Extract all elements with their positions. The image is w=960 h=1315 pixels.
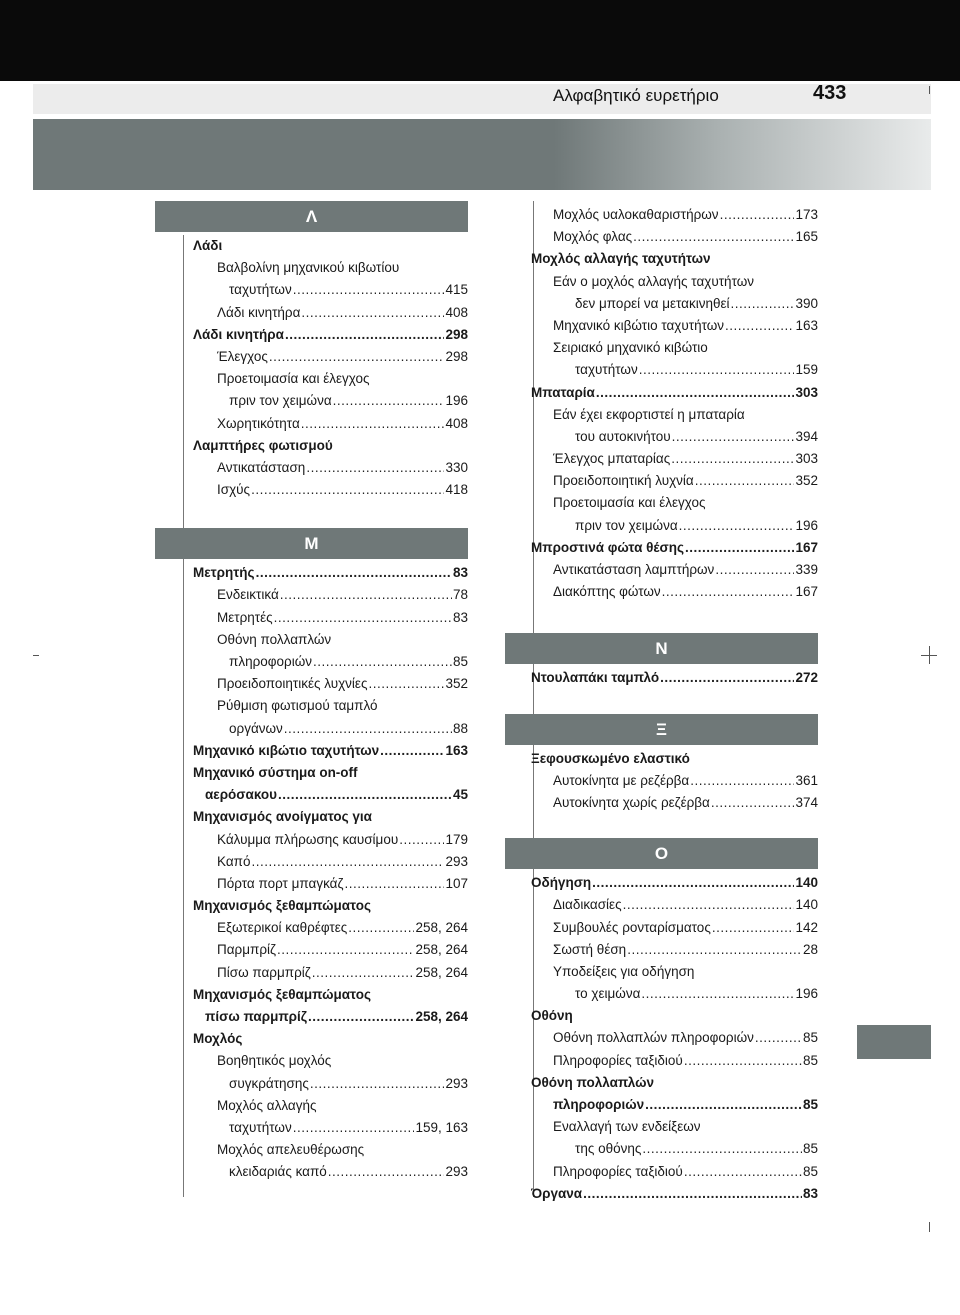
right-index-column [505, 201, 818, 1205]
entry-term: Μηχανισμός ξεθαμπώματος [193, 986, 371, 1002]
entry-term: Οθόνη πολλαπλών [531, 1074, 654, 1090]
entry-page-ref: 85 [802, 1030, 818, 1046]
index-sub-entry [193, 1073, 468, 1095]
dot-leader [679, 515, 795, 537]
index-entry-list [505, 664, 818, 689]
entry-term: Όργανα [531, 1185, 583, 1201]
dot-leader [671, 448, 794, 470]
entry-page-ref: 85 [802, 1052, 818, 1068]
index-main-entry [193, 984, 468, 1006]
dot-leader [278, 784, 452, 806]
entry-term: Εξωτερικοί καθρέφτες [217, 920, 348, 936]
index-sub-entry [193, 718, 468, 740]
index-main-entry [531, 748, 818, 770]
entry-term: πίσω παρμπρίζ [205, 1009, 308, 1024]
dot-leader [251, 479, 444, 501]
entry-page-ref: 258, 264 [415, 1009, 468, 1024]
index-sub-entry [531, 404, 818, 426]
entry-term: Υποδείξεις για οδήγηση [553, 963, 695, 979]
entry-term: Μηχανισμός ξεθαμπώματος [193, 898, 371, 914]
header-banner [33, 119, 931, 190]
entry-term: Εάν έχει εκφορτιστεί η μπαταρία [553, 406, 745, 422]
entry-term: της οθόνης [575, 1141, 642, 1157]
entry-page-ref: 258, 264 [415, 964, 468, 980]
dot-leader [344, 873, 444, 895]
entry-page-ref: 418 [445, 482, 468, 498]
entry-term: Καπό [217, 853, 251, 869]
entry-page-ref: 303 [795, 384, 818, 400]
entry-term: οργάνων [229, 720, 283, 736]
entry-term: Μπροστινά φώτα θέσης [531, 539, 685, 555]
entry-term: Πίσω παρμπρίζ [217, 964, 311, 980]
index-main-entry [193, 784, 468, 806]
dot-leader [293, 1117, 415, 1139]
section-letter-header: Ν [505, 633, 818, 664]
entry-term: Μοχλός υαλοκαθαριστήρων [553, 207, 719, 222]
dot-leader [690, 770, 794, 792]
index-sub-entry [193, 695, 468, 717]
entry-page-ref: 28 [802, 941, 818, 957]
crop-mark [929, 1222, 930, 1232]
index-sub-entry [531, 271, 818, 293]
entry-page-ref: 45 [452, 787, 468, 803]
index-sub-entry [531, 792, 818, 814]
index-main-entry [193, 1028, 468, 1050]
entry-page-ref: 85 [802, 1163, 818, 1179]
dot-leader [641, 983, 794, 1005]
entry-page-ref: 173 [795, 207, 818, 222]
index-sub-entry [193, 390, 468, 412]
index-main-entry [193, 235, 468, 257]
dot-leader [639, 359, 795, 381]
entry-page-ref: 88 [452, 720, 468, 736]
entry-term: Ισχύς [217, 482, 251, 498]
entry-term: Βοηθητικός μοχλός [217, 1053, 332, 1069]
entry-term: Έλεγχος μπαταρίας [553, 451, 671, 467]
entry-page-ref: 107 [445, 875, 468, 891]
entry-page-ref: 258, 264 [415, 920, 468, 936]
entry-term: Λάδι κινητήρα [193, 326, 284, 342]
index-main-entry [193, 806, 468, 828]
entry-term: Αυτοκίνητα με ρεζέρβα [553, 772, 690, 788]
index-sub-entry [531, 1138, 818, 1160]
entry-term: Διαδικασίες [553, 897, 622, 913]
dot-leader [592, 872, 794, 894]
entry-term: Λάδι [193, 238, 223, 253]
entry-page-ref: 83 [452, 565, 468, 581]
index-main-entry [193, 895, 468, 917]
index-main-entry [193, 435, 468, 457]
entry-term: Προειδοποιητική λυχνία [553, 473, 694, 489]
entry-page-ref: 394 [795, 428, 818, 444]
entry-page-ref: 330 [445, 459, 468, 475]
entry-term: Οδήγηση [531, 875, 592, 891]
section-spacer [505, 603, 818, 633]
entry-page-ref: 293 [445, 1164, 468, 1180]
entry-page-ref: 258, 264 [415, 942, 468, 958]
dot-leader [277, 939, 414, 961]
index-main-entry [193, 762, 468, 784]
index-sub-entry [531, 204, 818, 226]
entry-term: Οθόνη πολλαπλών [217, 631, 332, 647]
entry-page-ref: 272 [795, 670, 818, 686]
dot-leader [328, 1161, 445, 1183]
index-sub-entry [193, 939, 468, 961]
section-letter-header: Ξ [505, 714, 818, 745]
index-sub-entry [193, 607, 468, 629]
dot-leader [633, 226, 794, 248]
index-sub-entry [193, 584, 468, 606]
index-sub-entry [531, 1116, 818, 1138]
entry-page-ref: 298 [445, 326, 468, 342]
index-sub-entry [193, 629, 468, 651]
section-spacer [505, 814, 818, 838]
entry-term: Προειδοποιητικές λυχνίες [217, 676, 368, 692]
dot-leader [274, 607, 452, 629]
entry-term: Χωρητικότητα [217, 415, 300, 431]
entry-term: του αυτοκινήτου [575, 428, 671, 444]
section-spacer [505, 690, 818, 714]
index-sub-entry [531, 961, 818, 983]
entry-page-ref: 167 [795, 584, 818, 600]
dot-leader [280, 584, 452, 606]
entry-term: Μοχλός φλας [553, 229, 633, 245]
thumb-tab-marker [857, 1025, 931, 1059]
crop-mark [33, 655, 39, 656]
index-sub-entry [193, 1117, 468, 1139]
dot-leader [312, 962, 415, 984]
entry-term: Σωστή θέση [553, 941, 627, 957]
dot-leader [313, 651, 452, 673]
index-sub-entry [531, 426, 818, 448]
entry-term: Ενδεικτικά [217, 587, 279, 603]
entry-term: Πληροφορίες ταξιδιού [553, 1163, 683, 1179]
dot-leader [368, 673, 444, 695]
dot-leader [301, 302, 444, 324]
index-sub-entry [193, 873, 468, 895]
entry-term: Έλεγχος [217, 348, 268, 364]
crop-mark [929, 86, 930, 94]
entry-term: Μοχλός [193, 1031, 243, 1047]
entry-term: Μοχλός αλλαγής [217, 1097, 317, 1113]
index-sub-entry [531, 293, 818, 315]
entry-page-ref: 85 [452, 654, 468, 669]
entry-term: Μηχανικό κιβώτιο ταχυτήτων [553, 317, 725, 333]
dot-leader [725, 315, 794, 337]
dot-leader [627, 939, 802, 961]
entry-term: Μοχλός αλλαγής ταχυτήτων [531, 251, 711, 267]
index-sub-entry [193, 1050, 468, 1072]
index-sub-entry [193, 479, 468, 501]
entry-term: Λάδι κινητήρα [217, 304, 301, 320]
index-main-entry [531, 248, 818, 270]
index-sub-entry [531, 315, 818, 337]
entry-term: Μηχανικό σύστημα on-off [193, 764, 358, 780]
index-entry-list [155, 232, 468, 501]
index-sub-entry [193, 302, 468, 324]
entry-term: Προετοιμασία και έλεγχος [217, 371, 370, 387]
entry-term: Εάν ο μοχλός αλλαγής ταχυτήτων [553, 273, 754, 289]
entry-page-ref: 361 [795, 772, 818, 788]
dot-leader [285, 324, 445, 346]
dot-leader [583, 1183, 802, 1205]
index-sub-entry [531, 1161, 818, 1183]
dot-leader [685, 537, 794, 559]
entry-page-ref: 390 [795, 295, 818, 311]
index-sub-entry [531, 470, 818, 492]
entry-page-ref: 163 [445, 742, 468, 758]
entry-term: κλειδαριάς καπό [229, 1164, 327, 1180]
entry-term: Αυτοκίνητα χωρίς ρεζέρβα [553, 794, 710, 810]
index-sub-entry [193, 368, 468, 390]
entry-term: αερόσακου [205, 787, 278, 803]
dot-leader [672, 426, 795, 448]
index-sub-entry [531, 1027, 818, 1049]
index-sub-entry [193, 257, 468, 279]
dot-leader [308, 1006, 414, 1028]
index-sub-entry [531, 983, 818, 1005]
dot-leader [348, 917, 414, 939]
index-sub-entry [531, 581, 818, 603]
index-sub-entry [531, 226, 818, 248]
index-sub-entry [531, 448, 818, 470]
dot-leader [310, 1073, 445, 1095]
entry-term: Οθόνη πολλαπλών πληροφοριών [553, 1030, 754, 1046]
dot-leader [293, 279, 445, 301]
section-letter-header: Λ [155, 201, 468, 232]
index-sub-entry [531, 559, 818, 581]
dot-leader [755, 1027, 802, 1049]
index-main-entry [531, 382, 818, 404]
index-main-entry [531, 1183, 818, 1205]
entry-term: δεν μπορεί να μετακινηθεί [575, 295, 730, 311]
entry-term: ταχυτήτων [575, 362, 638, 378]
entry-term: Ξεφουσκωμένο ελαστικό [531, 750, 690, 766]
index-main-entry [193, 562, 468, 584]
dot-leader [301, 413, 445, 435]
index-sub-entry [193, 1095, 468, 1117]
entry-page-ref: 352 [795, 473, 818, 489]
crop-mark [929, 646, 930, 664]
entry-page-ref: 303 [795, 451, 818, 467]
index-main-entry [193, 1006, 468, 1028]
entry-page-ref: 85 [802, 1141, 818, 1157]
index-sub-entry [193, 829, 468, 851]
entry-page-ref: 196 [445, 393, 468, 409]
index-sub-entry [193, 413, 468, 435]
index-sub-entry [193, 962, 468, 984]
dot-leader [715, 559, 794, 581]
dot-leader [684, 1050, 802, 1072]
entry-page-ref: 298 [445, 348, 468, 364]
dot-leader [269, 346, 445, 368]
entry-term: Αντικατάσταση [217, 459, 306, 475]
entry-page-ref: 163 [795, 317, 818, 333]
header-strip [33, 84, 931, 114]
dot-leader [642, 1138, 802, 1160]
index-main-entry [193, 740, 468, 762]
entry-term: πριν τον χειμώνα [575, 517, 678, 533]
entry-page-ref: 196 [795, 986, 818, 1002]
entry-term: συγκράτησης [229, 1075, 309, 1091]
index-sub-entry [531, 939, 818, 961]
entry-term: Μοχλός απελευθέρωσης [217, 1142, 365, 1158]
entry-page-ref: 165 [795, 229, 818, 245]
index-main-entry [531, 1072, 818, 1094]
entry-page-ref: 159, 163 [415, 1119, 468, 1135]
entry-term: Παρμπρίζ [217, 942, 276, 958]
index-sub-entry [531, 492, 818, 514]
entry-term: Μπαταρία [531, 384, 595, 400]
entry-term: Ντουλαπάκι ταμπλό [531, 670, 660, 686]
entry-page-ref: 85 [802, 1097, 818, 1112]
index-main-entry [531, 537, 818, 559]
index-sub-entry [531, 894, 818, 916]
entry-term: ταχυτήτων [229, 282, 292, 298]
entry-page-ref: 415 [445, 282, 468, 298]
dot-leader [645, 1094, 802, 1116]
top-black-bar [0, 0, 960, 81]
index-sub-entry [531, 515, 818, 537]
index-main-entry [193, 324, 468, 346]
index-entry-list [155, 559, 468, 1183]
dot-leader [284, 718, 452, 740]
dot-leader [306, 457, 444, 479]
entry-term: Προετοιμασία και έλεγχος [553, 495, 706, 511]
entry-page-ref: 339 [795, 562, 818, 577]
index-sub-entry [531, 917, 818, 939]
index-entry-list [505, 745, 818, 815]
entry-term: πριν τον χειμώνα [229, 393, 332, 409]
dot-leader [711, 792, 795, 814]
entry-page-ref: 83 [802, 1185, 818, 1201]
dot-leader [333, 390, 445, 412]
entry-page-ref: 408 [445, 415, 468, 431]
entry-page-ref: 159 [795, 362, 818, 378]
section-letter-header: Ο [505, 838, 818, 869]
index-sub-entry [193, 851, 468, 873]
dot-leader [660, 667, 794, 689]
entry-page-ref: 78 [452, 587, 468, 603]
entry-term: ταχυτήτων [229, 1119, 292, 1135]
index-sub-entry [193, 651, 468, 673]
entry-term: Πόρτα πορτ μπαγκάζ [217, 875, 344, 891]
entry-page-ref: 167 [795, 539, 818, 555]
page-number: 433 [813, 82, 847, 104]
entry-term: Ρύθμιση φωτισμού ταμπλό [217, 698, 378, 714]
section-spacer [155, 501, 468, 528]
index-sub-entry [531, 359, 818, 381]
index-entry-list [505, 869, 818, 1205]
dot-leader [695, 470, 795, 492]
dot-leader [623, 894, 795, 916]
index-sub-entry [193, 1139, 468, 1161]
entry-page-ref: 352 [445, 676, 468, 692]
dot-leader [256, 562, 452, 584]
index-sub-entry [531, 770, 818, 792]
entry-term: Συμβουλές ρονταρίσματος [553, 919, 711, 935]
entry-term: Κάλυμμα πλήρωσης καυσίμου [217, 831, 399, 847]
dot-leader [712, 917, 795, 939]
entry-term: Διακόπτης φώτων [553, 584, 661, 600]
index-sub-entry [193, 279, 468, 301]
entry-page-ref: 142 [795, 919, 818, 935]
index-sub-entry [531, 1050, 818, 1072]
entry-term: Αντικατάσταση λαμπτήρων [553, 562, 715, 577]
entry-term: Οθόνη [531, 1008, 573, 1024]
entry-term: Σειριακό μηχανικό κιβώτιο [553, 340, 708, 356]
entry-term: Βαλβολίνη μηχανικού κιβωτίου [217, 260, 400, 276]
index-main-entry [531, 1094, 818, 1116]
entry-term: το χειμώνα [575, 986, 641, 1002]
entry-page-ref: 408 [445, 304, 468, 320]
entry-term: πληροφοριών [229, 654, 312, 669]
dot-leader [684, 1161, 802, 1183]
dot-leader [399, 829, 444, 851]
entry-page-ref: 140 [795, 875, 818, 891]
entry-term: Μηχανικό κιβώτιο ταχυτήτων [193, 742, 380, 758]
index-entry-list [505, 201, 818, 603]
entry-term: πληροφοριών [553, 1097, 645, 1112]
dot-leader [596, 382, 795, 404]
entry-term: Μετρητές [217, 609, 273, 625]
entry-page-ref: 374 [795, 794, 818, 810]
entry-term: Λαμπτήρες φωτισμού [193, 437, 333, 453]
entry-term: Εναλλαγή των ενδείξεων [553, 1119, 701, 1135]
index-main-entry [531, 1005, 818, 1027]
dot-leader [380, 740, 444, 762]
index-main-entry [531, 872, 818, 894]
index-sub-entry [193, 917, 468, 939]
section-letter-header: Μ [155, 528, 468, 559]
dot-leader [730, 293, 794, 315]
index-sub-entry [531, 337, 818, 359]
entry-page-ref: 293 [445, 1075, 468, 1091]
index-sub-entry [193, 457, 468, 479]
entry-page-ref: 196 [795, 517, 818, 533]
index-main-entry [531, 667, 818, 689]
entry-term: Μηχανισμός ανοίγματος για [193, 809, 372, 825]
entry-term: Πληροφορίες ταξιδιού [553, 1052, 683, 1068]
dot-leader [662, 581, 795, 603]
index-sub-entry [193, 673, 468, 695]
page-header-title: Αλφαβητικό ευρετήριο [553, 86, 719, 105]
dot-leader [251, 851, 444, 873]
left-index-column [155, 201, 468, 1184]
entry-page-ref: 179 [445, 831, 468, 847]
index-sub-entry [193, 1161, 468, 1183]
entry-term: Μετρητής [193, 565, 255, 581]
dot-leader [720, 204, 795, 226]
index-sub-entry [193, 346, 468, 368]
entry-page-ref: 140 [795, 897, 818, 913]
entry-page-ref: 293 [445, 853, 468, 869]
entry-page-ref: 83 [452, 609, 468, 625]
